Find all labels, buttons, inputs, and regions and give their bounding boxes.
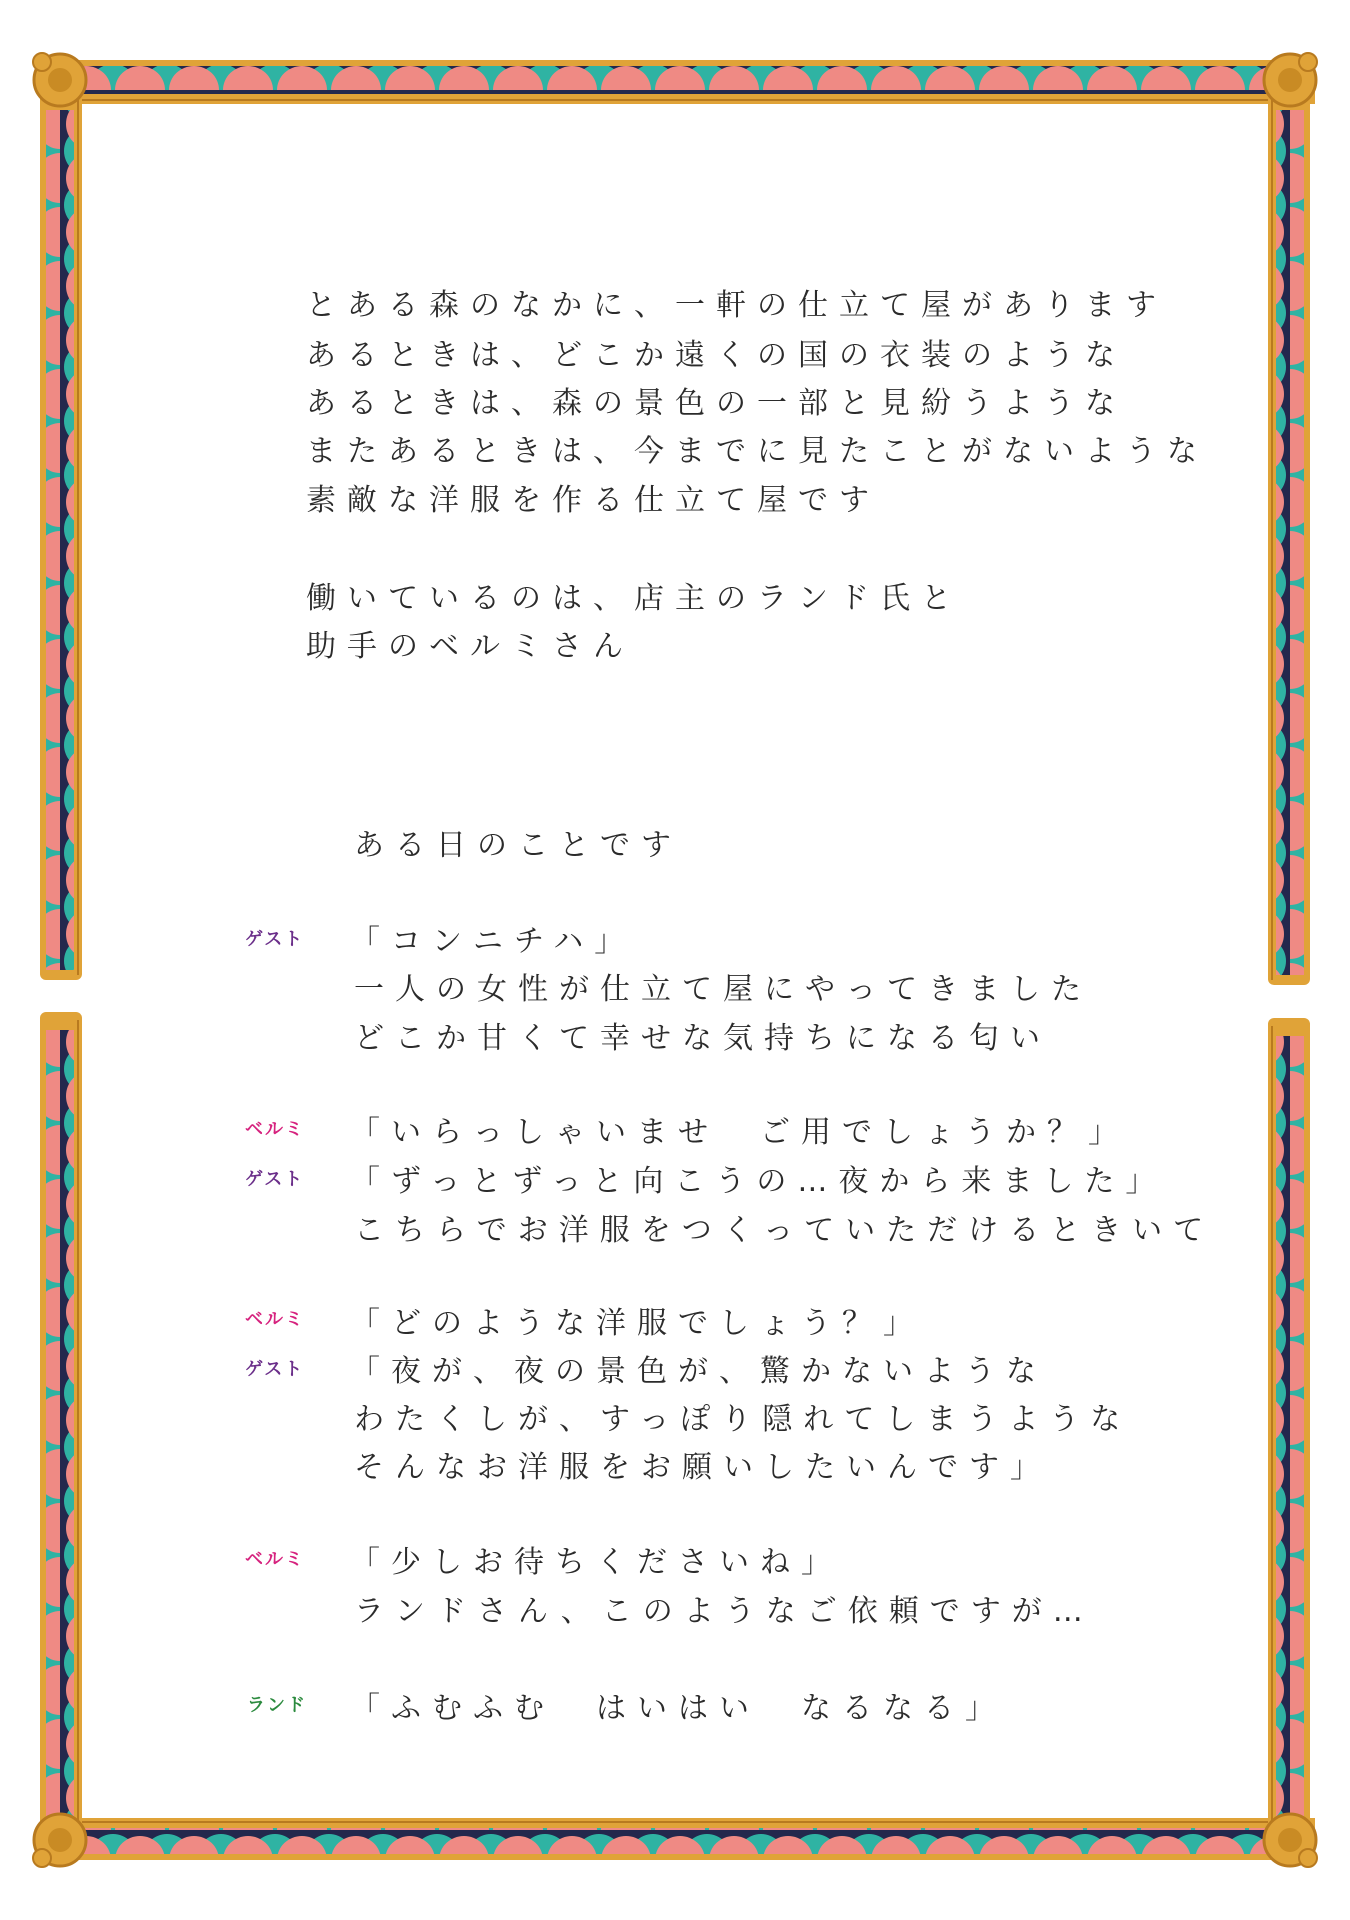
- frame-right-band-lower: [1268, 1018, 1310, 1843]
- intro-line-2: あるときは、どこか遠くの国の衣装のような: [306, 338, 1126, 373]
- dialogue-line: 「夜が、夜の景色が、驚かないような: [350, 1354, 1047, 1389]
- dialogue-line: 「ずっとずっと向こうの…夜から来ました」: [350, 1164, 1167, 1199]
- dialogue-line: ランドさん、このようなご依頼ですが…: [354, 1594, 1094, 1629]
- speaker-label-belmi: ベルミ: [245, 1549, 305, 1570]
- frame-left-band-lower: [40, 1012, 82, 1842]
- staff-line-2: 助手のベルミさん: [306, 629, 634, 664]
- intro-line-5: 素敵な洋服を作る仕立て屋です: [306, 483, 880, 518]
- dialogue-line: 「どのような洋服でしょう？」: [350, 1306, 924, 1341]
- dialogue-line: 一人の女性が仕立て屋にやってきました: [354, 972, 1092, 1007]
- speaker-label-belmi: ベルミ: [245, 1309, 305, 1330]
- intro-line-1: とある森のなかに、一軒の仕立て屋があります: [306, 288, 1167, 323]
- speaker-label-guest: ゲスト: [245, 1169, 305, 1190]
- speaker-label-guest: ゲスト: [245, 1359, 305, 1380]
- dialogue-line: 「少しお待ちくださいね」: [350, 1545, 842, 1580]
- corner-ornament-top-left: [33, 53, 86, 106]
- corner-ornament-top-right: [1264, 53, 1317, 106]
- frame-left-band-upper: [40, 80, 82, 980]
- speaker-label-rand: ランド: [247, 1695, 307, 1716]
- staff-line-1: 働いているのは、店主のランド氏と: [306, 581, 962, 616]
- dialogue-line: どこか甘くて幸せな気持ちになる匂い: [354, 1021, 1051, 1056]
- intro-line-3: あるときは、森の景色の一部と見紛うような: [306, 386, 1126, 421]
- speaker-label-belmi: ベルミ: [245, 1119, 305, 1140]
- corner-ornament-bottom-left: [33, 1814, 86, 1867]
- frame-right-band-upper: [1268, 80, 1310, 985]
- dialogue-line: わたくしが、すっぽり隠れてしまうような: [354, 1402, 1132, 1437]
- dialogue-line: そんなお洋服をお願いしたいんです」: [354, 1450, 1051, 1485]
- intro-line-4: またあるときは、今までに見たことがないような: [306, 434, 1208, 469]
- frame-top-band: [40, 60, 1315, 104]
- corner-ornament-bottom-right: [1264, 1814, 1317, 1867]
- frame-bottom-band: [40, 1818, 1315, 1860]
- speaker-label-guest: ゲスト: [245, 929, 305, 950]
- scene-start: ある日のことです: [354, 828, 682, 863]
- dialogue-line: 「ふむふむ はいはい なるなる」: [350, 1691, 1006, 1726]
- dialogue-line: こちらでお洋服をつくっていただけるときいて: [354, 1213, 1215, 1248]
- dialogue-line: 「いらっしゃいませ ご用でしょうか？」: [350, 1115, 1129, 1150]
- dialogue-line: 「コンニチハ」: [350, 924, 636, 959]
